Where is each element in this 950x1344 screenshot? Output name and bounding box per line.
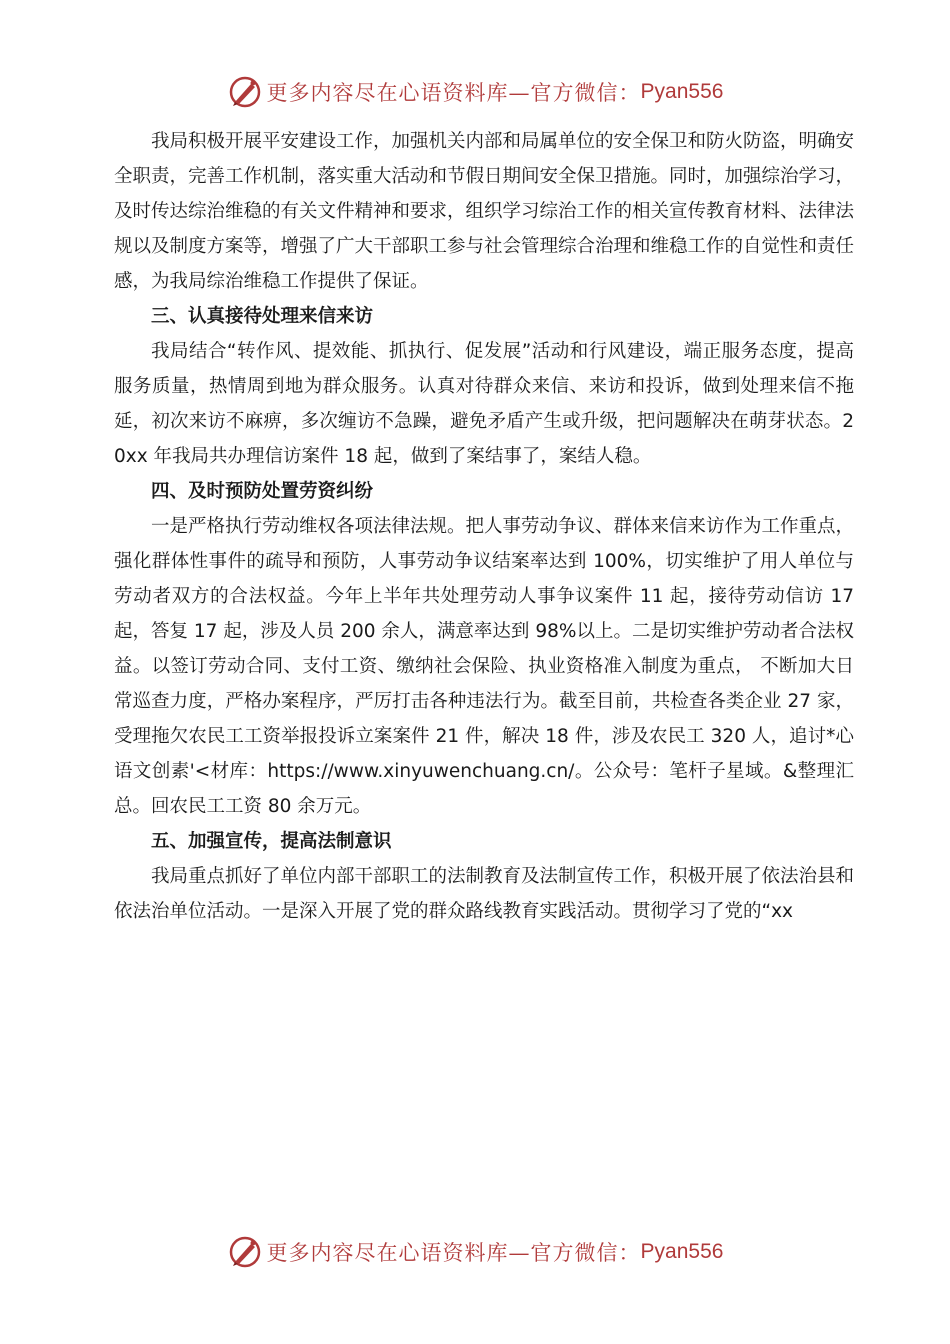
header-banner: [0, 72, 950, 112]
paragraph: 一是严格执行劳动维权各项法律法规。把人事劳动争议、群体来信来访作为工作重点，强化群体性事件的疏导和预防，人事劳动争议结案率达到 100%，切实维护了用人单位与劳动者双方的合法权益。今年上半年共处理劳动人事争议案件 11 起，接待劳动信访 17 起，答复 17 起，涉及人员 200 余人，满意率达到 98%以上。二是切实维护劳动者合法权益。以签订劳动合同、支付工资、缴纳社会保险、执业资格准入制度为重点， 不断加大日常巡查力度，严格办案程序，严厉打击各种违法行为。截至目前，共检查各类企业 27 家，受理拖欠农民工工资举报投诉立案案件 21 件，解决 18 件，涉及农民工 320 人，追讨*心语文创素'<材库：https://www.xinyuwenchuang.cn/。公众号：笔杆子星域。&整理汇总。回农民工工资 80 余万元。: [114, 516, 855, 817]
footer-banner-id: Pyan556: [640, 1240, 724, 1263]
pen-logo-icon: [227, 74, 263, 110]
footer-banner: [0, 1232, 950, 1272]
footer-banner-text: 更多内容尽在心语资料库—官方微信：: [266, 1241, 641, 1265]
header-banner-text: 更多内容尽在心语资料库—官方微信：: [266, 81, 641, 105]
section-heading: 三、认真接待处理来信来访: [151, 306, 374, 327]
pen-logo-icon: [227, 1234, 263, 1270]
paragraph: 我局结合“转作风、提效能、抓执行、促发展”活动和行风建设，端正服务态度，提高服务质量，热情周到地为群众服务。认真对待群众来信、来访和投诉，做到处理来信不拖延，初次来访不麻痹，多次缠访不急躁，避免矛盾产生或升级，把问题解决在萌芽状态。20xx 年我局共办理信访案件 18 起，做到了案结事了，案结人稳。: [114, 341, 854, 467]
document-body: [114, 124, 854, 929]
paragraph: 我局重点抓好了单位内部干部职工的法制教育及法制宣传工作，积极开展了依法治县和依法治单位活动。一是深入开展了党的群众路线教育实践活动。贯彻学习了党的“xx: [114, 866, 855, 922]
paragraph: 我局积极开展平安建设工作，加强机关内部和局属单位的安全保卫和防火防盗，明确安全职责，完善工作机制，落实重大活动和节假日期间安全保卫措施。同时，加强综治学习，及时传达综治维稳的有关文件精神和要求，组织学习综治工作的相关宣传教育材料、法律法规以及制度方案等，增强了广大干部职工参与社会管理综合治理和维稳工作的自觉性和责任感，为我局综治维稳工作提供了保证。: [114, 131, 855, 292]
header-banner-id: Pyan556: [640, 80, 724, 103]
section-heading: 四、及时预防处置劳资纠纷: [151, 481, 374, 502]
section-heading: 五、加强宣传，提高法制意识: [151, 831, 392, 852]
